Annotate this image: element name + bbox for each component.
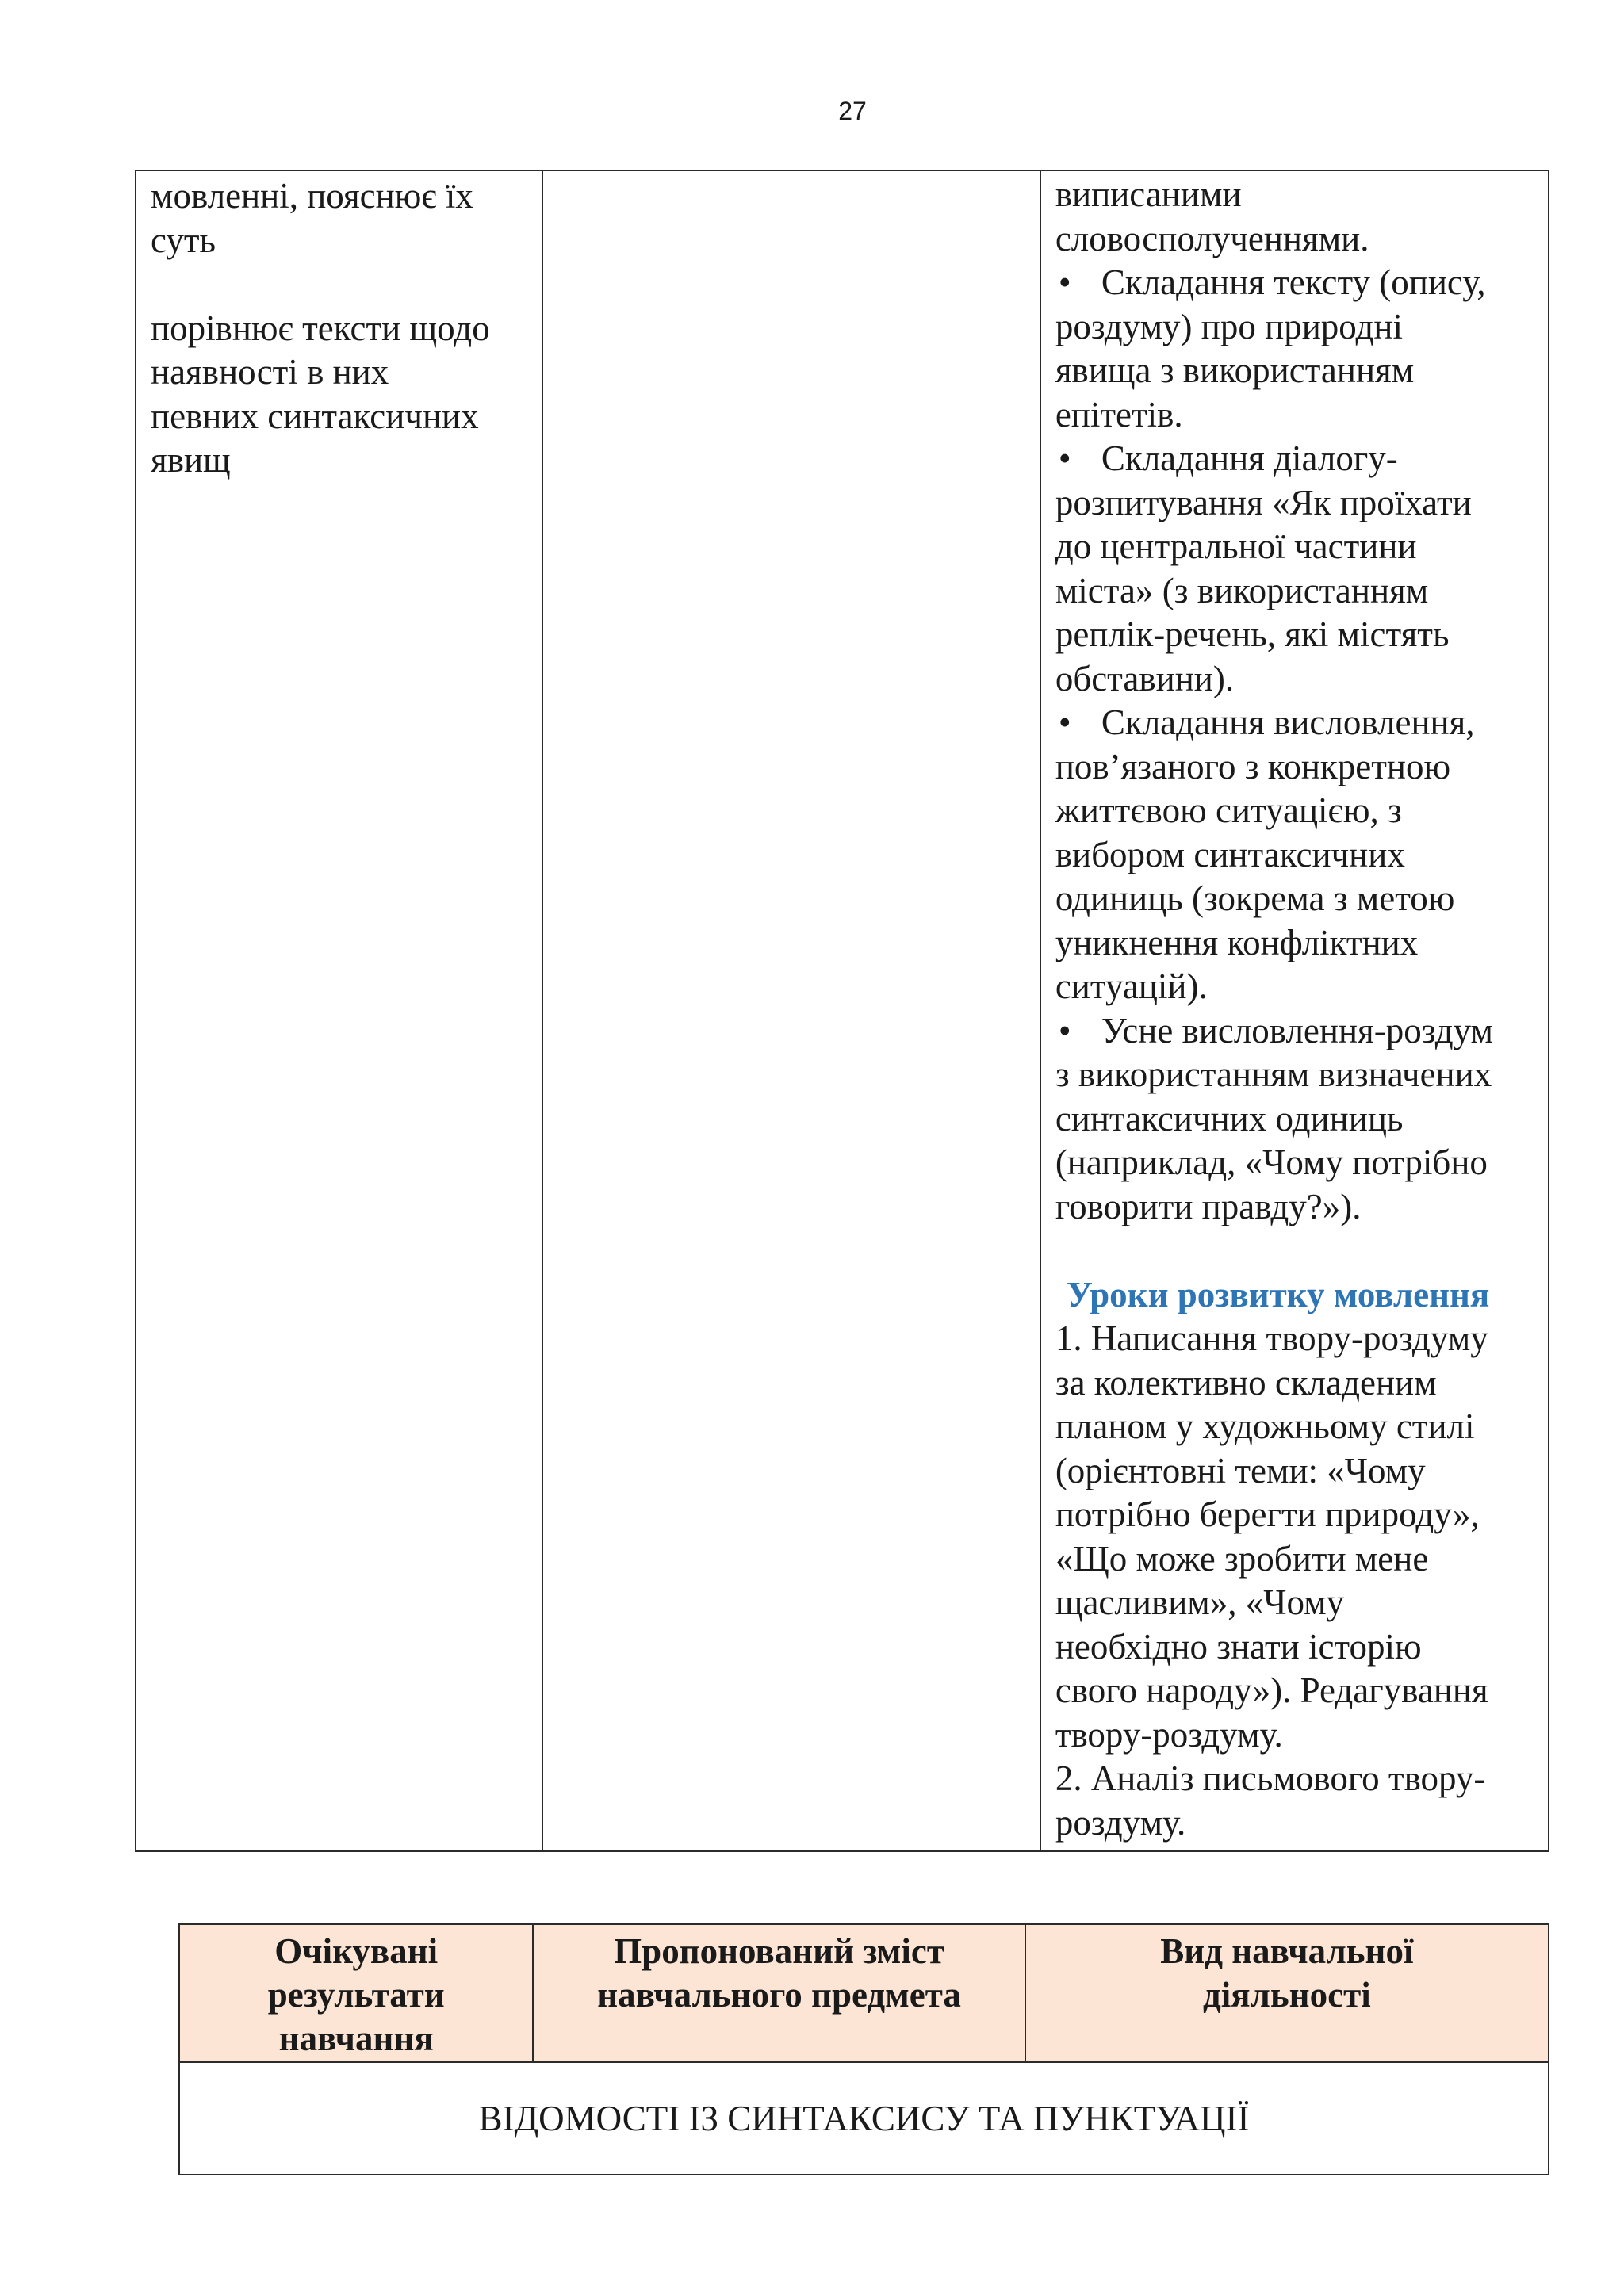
text-line: мовленні, пояснює їх xyxy=(151,176,473,216)
header-expected-results: Очікувані результати навчання xyxy=(179,1924,533,2062)
text-line: певних синтаксичних xyxy=(151,396,479,436)
text-line: суть xyxy=(151,220,216,260)
text-line: ситуацій). xyxy=(1055,966,1208,1006)
table-header-row xyxy=(179,1924,1549,2062)
text-line: словосполученнями. xyxy=(1055,218,1369,258)
text-line: обставини). xyxy=(1055,658,1235,698)
text-line: планом у художньому стилі xyxy=(1055,1406,1475,1446)
text-line: • Складання тексту (опису, xyxy=(1055,261,1540,305)
activity-cell xyxy=(1040,170,1549,1851)
table-row xyxy=(136,170,1549,1851)
text-line: епітетів. xyxy=(1055,394,1183,434)
text-line: роздуму. xyxy=(1055,1802,1186,1843)
text-line: 1. Написання твору-роздуму xyxy=(1055,1318,1488,1358)
text-line: за колективно складеним xyxy=(1055,1362,1437,1402)
text-line: • Усне висловлення-роздум xyxy=(1055,1009,1540,1054)
header-activity-type: Вид навчальної діяльності xyxy=(1025,1924,1549,2062)
text-line: (наприклад, «Чому потрібно xyxy=(1055,1142,1488,1182)
text-line: з використанням визначених xyxy=(1055,1054,1492,1094)
text-line: міста» (з використанням xyxy=(1055,570,1429,610)
text-line: явища з використанням xyxy=(1055,350,1415,390)
curriculum-header-table xyxy=(178,1923,1549,2175)
text-line: твору-роздуму. xyxy=(1055,1714,1283,1755)
bullet-item xyxy=(1055,437,1540,701)
bullet-item xyxy=(1055,701,1540,1009)
text-line: явищ xyxy=(151,440,231,480)
text-line: синтаксичних одиниць xyxy=(1055,1098,1404,1138)
text-line: уникнення конфліктних xyxy=(1055,922,1419,962)
bullet-item xyxy=(1055,1009,1540,1230)
text-line: • Складання висловлення, xyxy=(1055,701,1540,745)
text-line: одиниць (зокрема з метою xyxy=(1055,878,1455,918)
text-line: пов’язаного з конкретною xyxy=(1055,746,1451,786)
text-line: реплік-речень, які містять xyxy=(1055,614,1450,654)
text-line: розпитування «Як проїхати xyxy=(1055,482,1472,522)
text-line: виписаними xyxy=(1055,174,1242,214)
text-line: роздуму) про природні xyxy=(1055,306,1403,346)
text-line: (орієнтовні теми: «Чому xyxy=(1055,1450,1426,1490)
text-line: порівнює тексти щодо xyxy=(151,308,490,348)
text-line: життєвою ситуацією, з xyxy=(1055,790,1402,830)
text-line: «Що може зробити мене xyxy=(1055,1538,1429,1578)
expected-results-cell xyxy=(136,170,542,1851)
lessons-heading: Уроки розвитку мовлення xyxy=(1066,1274,1490,1314)
text-line: потрібно берегти природу», xyxy=(1055,1494,1480,1534)
text-line: щасливим», «Чому xyxy=(1055,1582,1345,1622)
text-line: свого народу»). Редагування xyxy=(1055,1670,1488,1710)
content-cell xyxy=(542,170,1040,1851)
section-title: ВІДОМОСТІ ІЗ СИНТАКСИСУ ТА ПУНКТУАЦІЇ xyxy=(179,2062,1549,2175)
bullet-item xyxy=(1055,261,1540,437)
header-proposed-content: Пропонований зміст навчального предмета xyxy=(533,1924,1025,2062)
text-line: необхідно знати історію xyxy=(1055,1626,1422,1667)
continuation-table xyxy=(135,170,1549,1852)
text-line: 2. Аналіз письмового твору- xyxy=(1055,1758,1486,1798)
page-number: 27 xyxy=(838,97,867,125)
text-line: наявності в них xyxy=(151,352,389,392)
text-line: вибором синтаксичних xyxy=(1055,834,1405,874)
text-line: • Складання діалогу- xyxy=(1055,437,1540,481)
text-line: говорити правду?»). xyxy=(1055,1186,1362,1226)
text-line: до центральної частини xyxy=(1055,526,1417,566)
table-row xyxy=(179,2062,1549,2175)
